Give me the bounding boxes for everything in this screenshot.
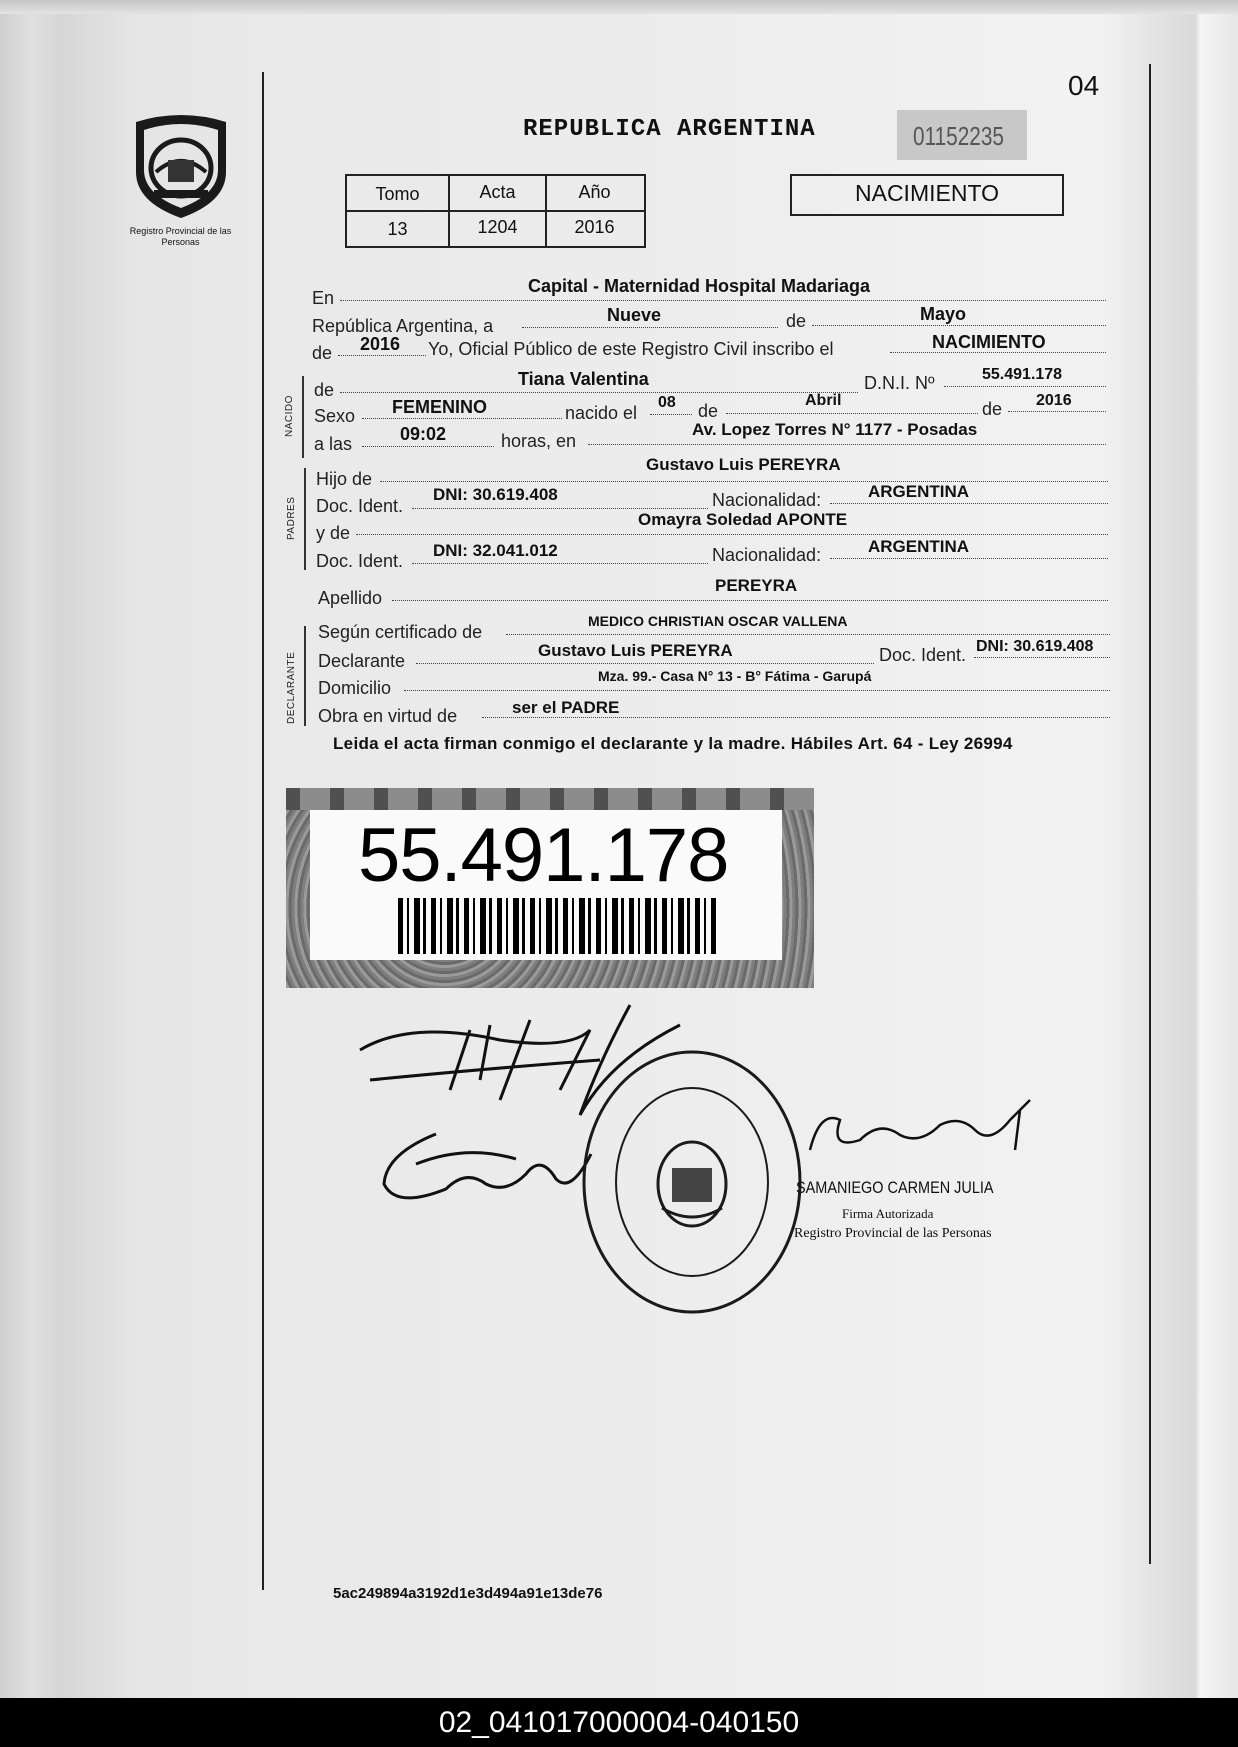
value-domicilio: Mza. 99.- Casa N° 13 - B° Fátima - Garupá bbox=[598, 668, 872, 684]
label-declarante: Declarante bbox=[318, 651, 406, 671]
dots-mes bbox=[812, 325, 1106, 326]
label-dni: D.N.I. Nº bbox=[864, 373, 935, 393]
signature-right-icon bbox=[790, 1090, 1050, 1170]
value-nombre: Tiana Valentina bbox=[518, 369, 649, 389]
value-madre: Omayra Soledad APONTE bbox=[638, 510, 848, 529]
value-padre-nac: ARGENTINA bbox=[868, 482, 970, 501]
official-office: Registro Provincial de las Personas bbox=[794, 1226, 992, 1241]
official-role: Firma Autorizada bbox=[842, 1206, 934, 1221]
stamp-seal-icon bbox=[580, 1048, 804, 1316]
dots-certificado bbox=[506, 634, 1110, 635]
label-apellido: Apellido bbox=[318, 588, 383, 608]
record-type: NACIMIENTO bbox=[855, 180, 999, 206]
dots-madre bbox=[356, 534, 1108, 535]
value-mes-nac: Abril bbox=[805, 392, 842, 409]
dots-hora bbox=[362, 446, 494, 447]
footer-id: 02_041017000004-040150 bbox=[0, 1698, 1238, 1747]
value-declarante: Gustavo Luis PEREYRA bbox=[538, 641, 733, 660]
label-a-las: a las bbox=[314, 434, 353, 454]
label-de-nombre: de bbox=[314, 380, 335, 400]
dots-madre-doc bbox=[412, 563, 708, 564]
dots-declarante-doc bbox=[974, 657, 1110, 658]
label-doc-ident-1: Doc. Ident. bbox=[316, 496, 404, 516]
value-anio: 2016 bbox=[360, 334, 401, 354]
page-number: 04 bbox=[1068, 70, 1100, 101]
registry-logo bbox=[126, 110, 236, 230]
dots-anio bbox=[338, 355, 426, 356]
official-name: SAMANIEGO CARMEN JULIA bbox=[796, 1178, 994, 1197]
value-anio-nac: 2016 bbox=[1036, 392, 1072, 409]
dots-anio-nac bbox=[1008, 411, 1106, 412]
value-declarante-doc: DNI: 30.619.408 bbox=[976, 638, 1094, 655]
value-lugar-nac: Av. Lopez Torres N° 1177 - Posadas bbox=[692, 420, 978, 439]
dots-padre-doc bbox=[412, 508, 708, 509]
record-value-acta: 1204 bbox=[477, 217, 518, 237]
value-padre-doc: DNI: 30.619.408 bbox=[433, 485, 558, 504]
registry-logo-caption: Registro Provincial de las Personas bbox=[129, 226, 232, 247]
shield-seal-icon bbox=[126, 110, 236, 230]
value-dia: Nueve bbox=[607, 305, 662, 325]
padres-side-label: PADRES bbox=[286, 496, 297, 540]
dots-dni bbox=[944, 386, 1106, 387]
dots-mes-nac bbox=[726, 413, 978, 414]
label-doc-ident-2: Doc. Ident. bbox=[316, 551, 404, 571]
left-margin-line bbox=[262, 72, 264, 1590]
dots-padre-nac bbox=[830, 503, 1108, 504]
signature-left-icon bbox=[376, 1114, 606, 1224]
value-dni: 55.491.178 bbox=[982, 366, 1063, 383]
dots-domicilio bbox=[404, 690, 1110, 691]
declarante-bracket bbox=[304, 626, 306, 726]
dots-madre-nac bbox=[830, 558, 1108, 559]
label-nacionalidad-1: Nacionalidad: bbox=[712, 490, 822, 510]
label-hijo-de: Hijo de bbox=[316, 469, 373, 489]
label-doc-ident-decl: Doc. Ident. bbox=[879, 645, 967, 665]
value-obra: ser el PADRE bbox=[512, 698, 620, 717]
sticker-pattern-top bbox=[286, 788, 814, 810]
record-header-acta: Acta bbox=[479, 182, 516, 202]
label-de-anio-nac: de bbox=[982, 399, 1003, 419]
record-header-tomo: Tomo bbox=[375, 184, 420, 204]
page-top-edge bbox=[0, 0, 1238, 14]
label-republica: República Argentina, a bbox=[312, 316, 494, 336]
official-stamp bbox=[580, 1048, 804, 1316]
closing-text: Leida el acta firman conmigo el declarante y la madre. Hábiles Art. 64 - Ley 26994 bbox=[333, 734, 1013, 753]
label-horas-en: horas, en bbox=[501, 431, 577, 451]
label-segun-certificado: Según certificado de bbox=[318, 622, 483, 642]
record-value-tomo: 13 bbox=[387, 219, 408, 239]
dots-dia-nac bbox=[650, 414, 692, 415]
value-mes: Mayo bbox=[920, 304, 967, 324]
document-hash: 5ac249894a3192d1e3d494a91e13de76 bbox=[333, 1585, 603, 1602]
dots-apellido bbox=[392, 600, 1108, 601]
value-tipo: NACIMIENTO bbox=[932, 332, 1046, 352]
label-sexo: Sexo bbox=[314, 406, 356, 426]
dots-dia bbox=[522, 327, 778, 328]
value-apellido: PEREYRA bbox=[715, 576, 798, 595]
label-obra-en-virtud: Obra en virtud de bbox=[318, 706, 458, 726]
sticker-number: 55.491.178 bbox=[358, 813, 729, 898]
dots-lugar-nac bbox=[588, 444, 1106, 445]
label-yo-oficial: Yo, Oficial Público de este Registro Civil inscribo el bbox=[428, 339, 834, 359]
record-value-anio: 2016 bbox=[574, 217, 615, 237]
record-table-divider-h bbox=[345, 210, 644, 212]
value-padre: Gustavo Luis PEREYRA bbox=[646, 455, 841, 474]
label-y-de: y de bbox=[316, 523, 351, 543]
label-nacionalidad-2: Nacionalidad: bbox=[712, 545, 822, 565]
dots-padre bbox=[380, 481, 1108, 482]
label-domicilio: Domicilio bbox=[318, 678, 392, 698]
label-nacido-el: nacido el bbox=[565, 403, 638, 423]
dots-sexo bbox=[362, 418, 562, 419]
barcode-icon bbox=[398, 898, 716, 954]
padres-bracket bbox=[304, 468, 306, 570]
label-de-mes: de bbox=[786, 311, 807, 331]
record-header-anio: Año bbox=[578, 182, 611, 202]
value-sexo: FEMENINO bbox=[392, 397, 488, 417]
stamp-ring-text bbox=[560, 1318, 591, 1319]
declarante-side-label: DECLARANTE bbox=[286, 651, 297, 724]
value-madre-doc: DNI: 32.041.012 bbox=[433, 541, 558, 560]
value-certificado: MEDICO CHRISTIAN OSCAR VALLENA bbox=[588, 613, 848, 629]
label-de-anio: de bbox=[312, 343, 333, 363]
nacido-side-label: NACIDO bbox=[284, 395, 295, 437]
dni-sticker bbox=[286, 788, 814, 988]
country-title: REPUBLICA ARGENTINA bbox=[523, 116, 816, 143]
value-hora: 09:02 bbox=[400, 424, 447, 444]
dots-nombre bbox=[340, 392, 858, 393]
dots-lugar bbox=[340, 300, 1106, 301]
value-madre-nac: ARGENTINA bbox=[868, 537, 970, 556]
value-lugar: Capital - Maternidad Hospital Madariaga bbox=[528, 276, 871, 296]
right-margin-line bbox=[1149, 64, 1151, 1564]
serial-number: 01152235 bbox=[913, 121, 1004, 151]
dots-declarante bbox=[416, 663, 874, 664]
label-de-mes-nac: de bbox=[698, 401, 719, 421]
nacido-bracket bbox=[302, 376, 304, 458]
label-en: En bbox=[312, 288, 335, 308]
value-dia-nac: 08 bbox=[658, 394, 676, 411]
